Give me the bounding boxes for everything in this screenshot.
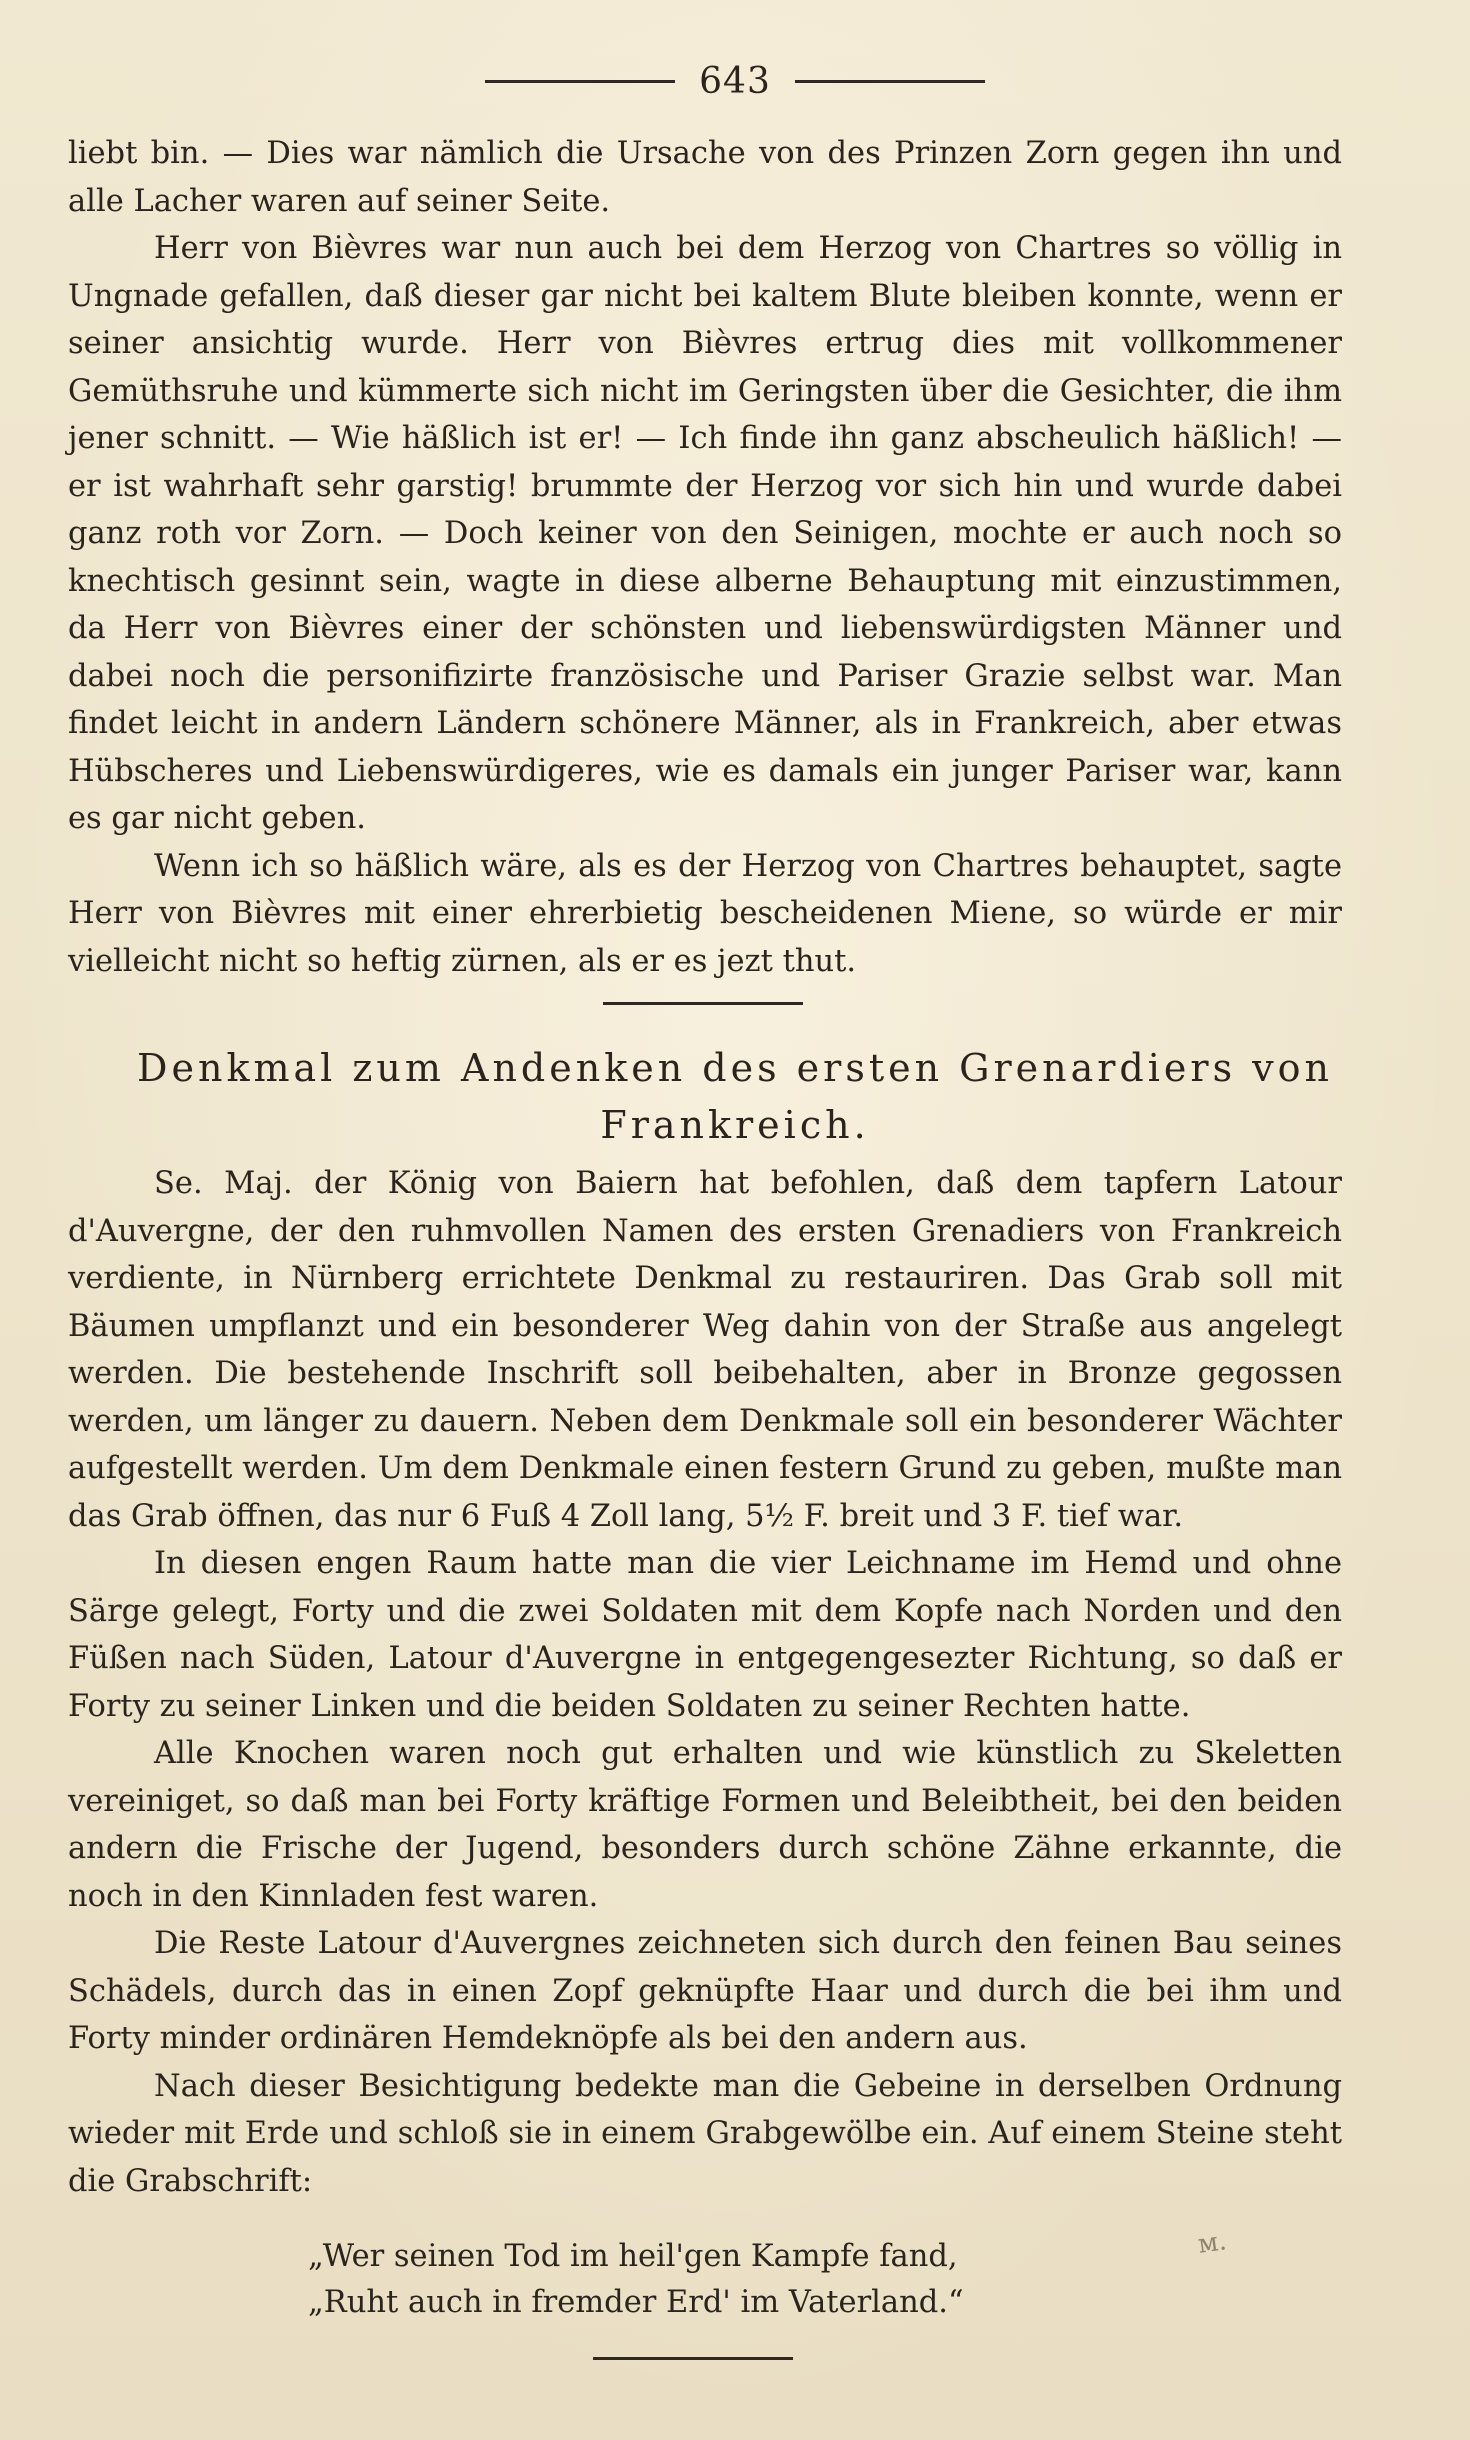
paragraph: In diesen engen Raum hatte man die vier Leichname im Hemd und ohne Särge gelegt, Forty und die zwei Soldaten mit dem Kopfe nach Norden und den Füßen nach Süden, Latour d'Auvergne in entgegengesezter Richtung, so daß er Forty zu seiner Linken und die beiden Soldaten zu seiner Rechten hatte. xyxy=(68,1546,1342,1724)
continued-text xyxy=(68,130,1342,985)
ink-mark: ᴍ. xyxy=(1196,2226,1229,2260)
paragraph: Se. Maj. der König von Baiern hat befohlen, daß dem tapfern Latour d'Auvergne, der den ruhmvollen Namen des ersten Grenadiers von Frankreich verdiente, in Nürnberg errichtete Denkmal zu restauriren. Das Grab soll mit Bäumen umpflanzt und ein besonderer Weg dahin von der Straße aus angelegt werden. Die bestehende Inschrift soll beibehalten, aber in Bronze gegossen werden, um länger zu dauern. Neben dem Denkmale soll ein besonderer Wächter aufgestellt werden. Um dem Denkmale einen festern Grund zu geben, mußte man das Grab öffnen, das nur 6 Fuß 4 Zoll lang, 5½ F. breit und 3 F. tief war. xyxy=(68,1166,1342,1534)
paragraph: Herr von Bièvres war nun auch bei dem Herzog von Chartres so völlig in Ungnade gefallen, daß dieser gar nicht bei kaltem Blute bleiben konnte, wenn er seiner ansichtig wurde. Herr von Bièvres ertrug dies mit vollkommener Gemüthsruhe und kümmerte sich nicht im Geringsten über die Gesichter, die ihm jener schnitt. — Wie häßlich ist er! — Ich finde ihn ganz abscheulich häßlich! — er ist wahrhaft sehr garstig! brummte der Herzog vor sich hin und wurde dabei ganz roth vor Zorn. — Doch keiner von den Seinigen, mochte er auch noch so knechtisch gesinnt sein, wagte in diese alberne Behauptung mit einzustimmen, da Herr von Bièvres einer der schönsten und liebenswürdigsten Männer und dabei noch die personifizirte französische und Pariser Grazie selbst war. Man findet leicht in andern Ländern schönere Männer, als in Frankreich, aber etwas Hübscheres und Liebenswürdigeres, wie es damals ein junger Pariser war, kann es gar nicht geben. xyxy=(68,231,1342,836)
paragraph: Wenn ich so häßlich wäre, als es der Herzog von Chartres behauptet, sagte Herr von Bièvres mit einer ehrerbietig bescheidenen Miene, so würde er mir vielleicht nicht so heftig zürnen, als er es jezt thut. xyxy=(68,848,1342,979)
epitaph-verse xyxy=(308,2234,1108,2326)
verse-line: „Ruht auch in fremder Erd' im Vaterland.“ xyxy=(308,2285,964,2320)
section-divider xyxy=(603,1002,803,1005)
article-body xyxy=(68,1160,1342,2205)
page-header xyxy=(0,56,1470,106)
header-rule-left xyxy=(485,80,675,83)
paragraph: liebt bin. — Dies war nämlich die Ursache von des Prinzen Zorn gegen ihn und alle Lacher waren auf seiner Seite. xyxy=(68,136,1342,219)
paragraph: Die Reste Latour d'Auvergnes zeichneten sich durch den feinen Bau seines Schädels, durch das in einen Zopf geknüpfte Haar und durch die bei ihm und Forty minder ordinären Hemdeknöpfe als bei den andern aus. xyxy=(68,1926,1342,2056)
paragraph: Nach dieser Besichtigung bedekte man die Gebeine in derselben Ordnung wieder mit Erde und schloß sie in einem Grabgewölbe ein. Auf einem Steine steht die Grabschrift: xyxy=(68,2068,1342,2199)
verse-line: „Wer seinen Tod im heil'gen Kampfe fand, xyxy=(308,2239,958,2274)
end-divider xyxy=(593,2357,793,2360)
header-rule-right xyxy=(795,80,985,83)
paragraph: Alle Knochen waren noch gut erhalten und wie künstlich zu Skeletten vereiniget, so daß man bei Forty kräftige Formen und Beleibtheit, bei den beiden andern die Frische der Jugend, besonders durch schöne Zähne erkannte, die noch in den Kinnladen fest waren. xyxy=(68,1736,1342,1914)
page-number: 643 xyxy=(699,60,771,102)
article-title: Denkmal zum Andenken des ersten Grenardiers von Frankreich. xyxy=(137,1046,1333,1147)
